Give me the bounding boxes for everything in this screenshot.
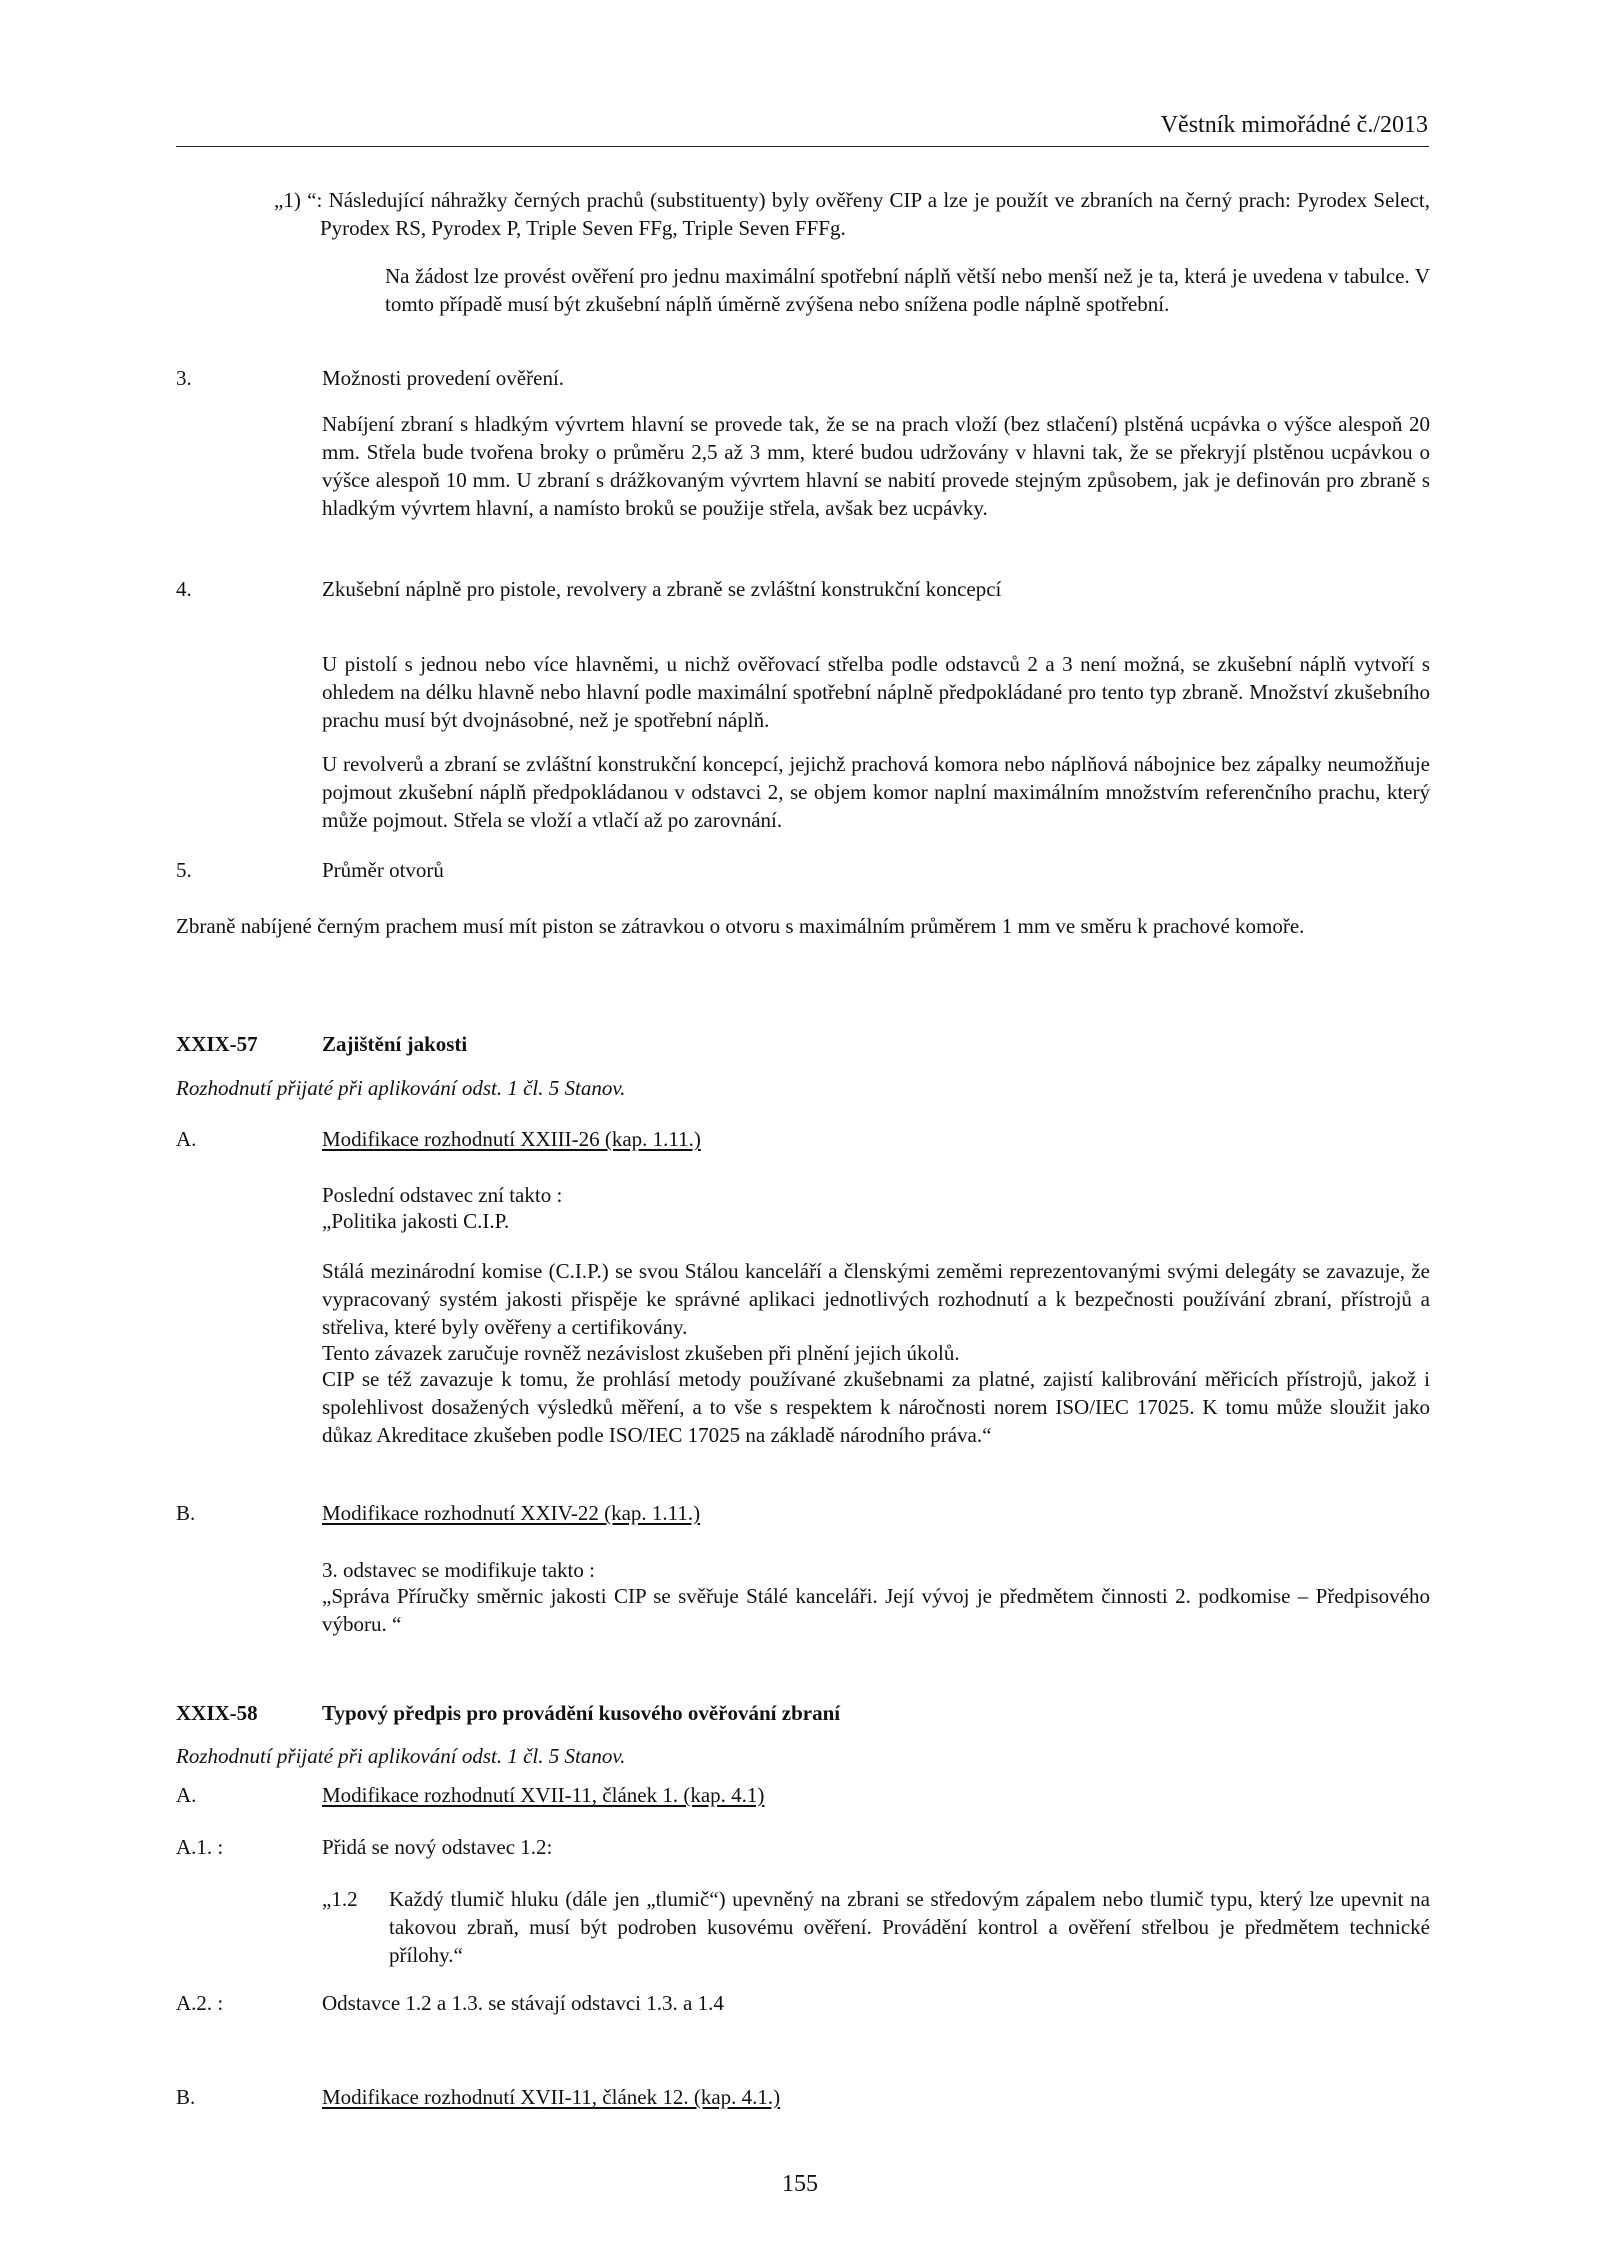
xxix58-b-label: B. [176,2085,196,2109]
header-rule [176,146,1429,147]
section-3-text: Nabíjení zbraní s hladkým vývrtem hlavní se provede tak, že se na prach vloží (bez stlačení) plstěná ucpávka o výšce alespoň 20 mm. Střela bude tvořena broky o průměru 2,5 až 3 mm, které budou udržovány v hlavni tak, že se překryjí plstěnou ucpávkou o výšce alespoň 10 mm. U zbraní s drážkovaným vývrtem hlavní se nabití provede stejným způsobem, jak je definován pro zbraně s hladkým vývrtem hlavní, a namísto broků se použije střela, avšak bez ucpávky. [322,412,1430,520]
xxix58-a1-label: A.1. : [176,1835,224,1859]
section-5-text: Zbraně nabíjené černým prachem musí mít piston se zátravkou o otvoru s maximálním průměrem 1 mm ve směru k prachové komoře. [176,914,1305,938]
xxix57-a-title: Modifikace rozhodnutí XXIII-26 (kap. 1.11.) [322,1127,701,1151]
xxix57-b-label: B. [176,1501,196,1525]
section-4-number: 4. [176,577,192,601]
xxix57-b-intro: 3. odstavec se modifikuje takto : [322,1558,595,1582]
xxix57-a-paragraph-3: CIP se též zavazuje k tomu, že prohlásí metody používané zkušebnami za platné, zajistí kalibrování měřicích přístrojů, jakož i spolehlivost dosažených výsledků měření, a to vše s respektem k náročnosti norem ISO/IEC 17025. K tomu může sloužit jako důkaz Akreditace zkušeben podle ISO/IEC 17025 na základě národního práva.“ [322,1367,1430,1447]
xxix57-title: Zajištění jakosti [322,1032,468,1056]
section-3-title: Možnosti provedení ověření. [322,366,565,390]
xxix57-b-title: Modifikace rozhodnutí XXIV-22 (kap. 1.11.) [322,1501,701,1525]
xxix57-a-paragraph-1: Stálá mezinárodní komise (C.I.P.) se svou Stálou kanceláří a členskými zeměmi reprezentovanými svými delegáty se zavazuje, že vypracovaný systém jakosti přispěje ke správné aplikaci jednotlivých rozhodnutí a k bezpečnosti používání zbraní, přístrojů a střeliva, které byly ověřeny a certifikovány. [322,1259,1430,1339]
xxix57-subtitle: Rozhodnutí přijaté při aplikování odst. 1 čl. 5 Stanov. [176,1076,626,1100]
section-4-title: Zkušební náplně pro pistole, revolvery a zbraně se zvláštní konstrukční koncepcí [322,577,1002,601]
section-5-title: Průměr otvorů [322,858,444,882]
section-4-paragraph-1: U pistolí s jednou nebo více hlavněmi, u nichž ověřovací střelba podle odstavců 2 a 3 není možná, se zkušební náplň vytvoří s ohledem na délku hlavně nebo hlavní podle maximální spotřební náplně předpokládané pro tento typ zbraně. Množství zkušebního prachu musí být dvojnásobné, než je spotřební náplň. [322,652,1430,732]
page-number: 155 [782,2171,818,2197]
section-4-paragraph-2: U revolverů a zbraní se zvláštní konstrukční koncepcí, jejichž prachová komora nebo náplňová nábojnice bez zápalky neumožňuje pojmout zkušební náplň předpokládanou v odstavci 2, se objem komor naplní maximálním množstvím referenčního prachu, který může pojmout. Střela se vloží a vtlačí až po zarovnání. [322,752,1430,832]
xxix58-quote-text: Každý tlumič hluku (dále jen „tlumič“) upevněný na zbrani se středovým zápalem nebo tlumič typu, který lze upevnit na takovou zbraň, musí být podroben kusovému ověření. Provádění kontrol a ověření střelbou je předmětem technické přílohy.“ [389,1887,1430,1967]
footnote-text: „1) “: Následující náhražky černých prachů (substituenty) byly ověřeny CIP a lze je použít ve zbraních na černý prach: Pyrodex Select, Pyrodex RS, Pyrodex P, Triple Seven FFg, Triple Seven FFFg. [274,188,1430,240]
section-5-number: 5. [176,858,192,882]
xxix58-title: Typový předpis pro provádění kusového ověřování zbraní [322,1701,841,1725]
footnote-note: Na žádost lze provést ověření pro jednu maximální spotřební náplň větší nebo menší než je ta, která je uvedena v tabulce. V tomto případě musí být zkušební náplň úměrně zvýšena nebo snížena podle náplně spotřební. [385,264,1430,316]
xxix58-a2-text: Odstavce 1.2 a 1.3. se stávají odstavci 1.3. a 1.4 [322,1991,724,2015]
xxix57-a-intro-2: „Politika jakosti C.I.P. [322,1209,510,1233]
section-3-number: 3. [176,366,192,390]
xxix58-a1-text: Přidá se nový odstavec 1.2: [322,1835,553,1859]
xxix57-code: XXIX-57 [176,1032,258,1056]
xxix58-quote-number: „1.2 [322,1887,358,1911]
header-title: Věstník mimořádné č./2013 [1160,112,1428,138]
xxix57-a-label: A. [176,1127,197,1151]
xxix58-a-title: Modifikace rozhodnutí XVII-11, článek 1. (kap. 4.1) [322,1783,765,1807]
xxix58-code: XXIX-58 [176,1701,258,1725]
xxix57-a-paragraph-2: Tento závazek zaručuje rovněž nezávislost zkušeben při plnění jejich úkolů. [322,1341,960,1365]
xxix57-a-intro-1: Poslední odstavec zní takto : [322,1183,563,1207]
xxix57-b-text: „Správa Příručky směrnic jakosti CIP se svěřuje Stálé kanceláři. Její vývoj je předmětem činnosti 2. podkomise – Předpisového výboru. “ [322,1584,1430,1636]
xxix58-a-label: A. [176,1783,197,1807]
xxix58-a2-label: A.2. : [176,1991,224,2015]
xxix58-subtitle: Rozhodnutí přijaté při aplikování odst. 1 čl. 5 Stanov. [176,1744,626,1768]
xxix58-b-title: Modifikace rozhodnutí XVII-11, článek 12. (kap. 4.1.) [322,2085,781,2109]
